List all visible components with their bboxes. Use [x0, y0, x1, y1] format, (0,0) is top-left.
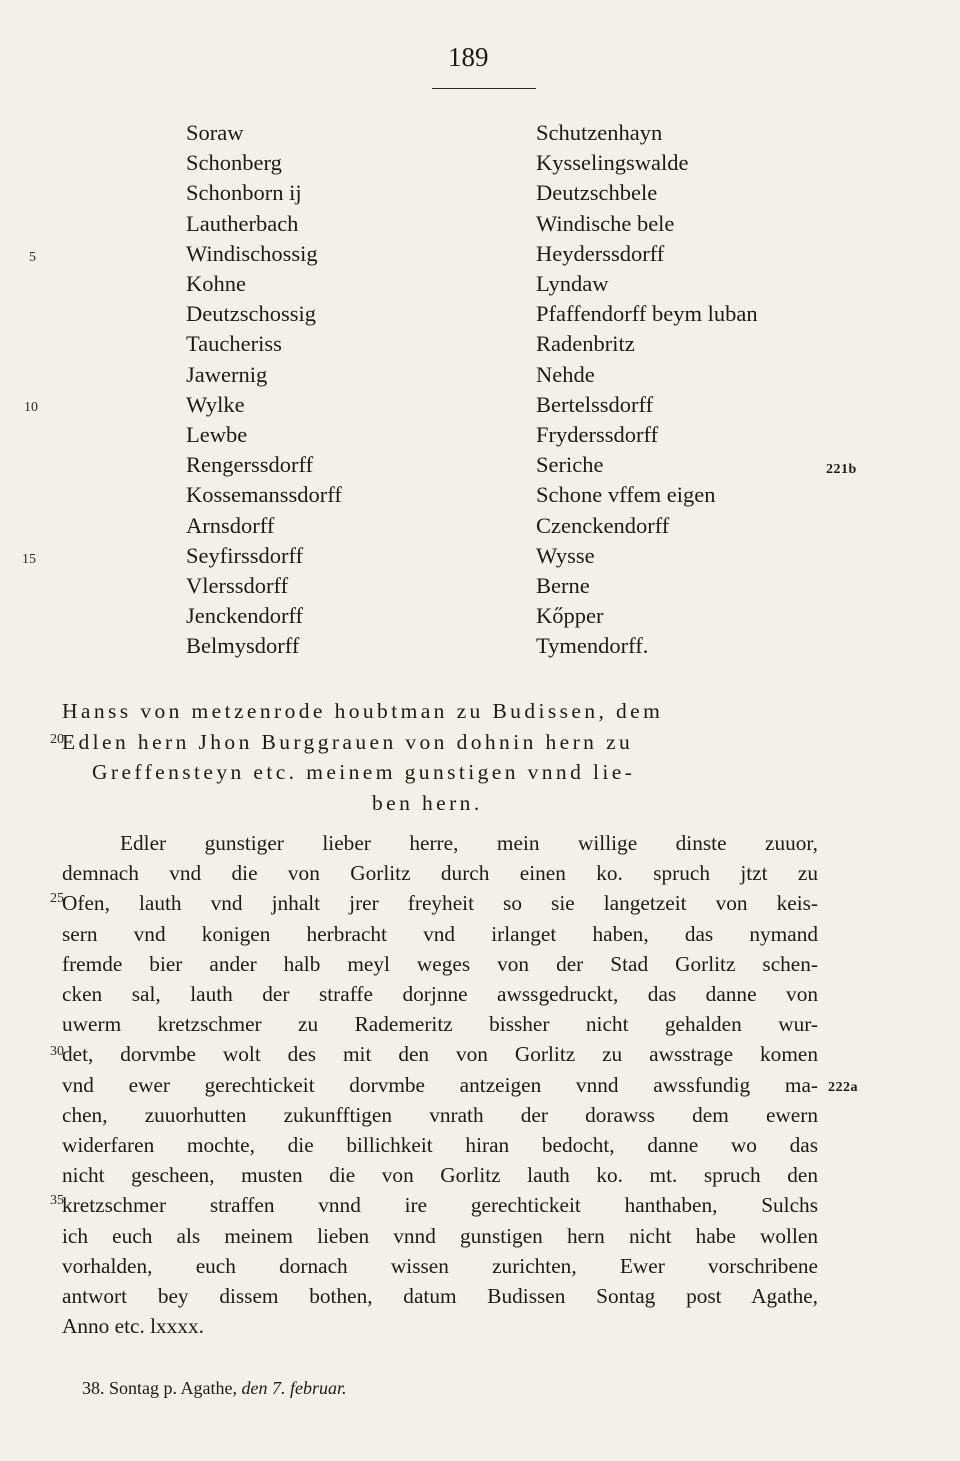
place-name: Kossemanssdorff: [186, 482, 342, 508]
place-name: Czenckendorff: [536, 512, 670, 538]
body-line: chen, zuuorhutten zukunfftigen vnrath der dorawss dem ewern: [62, 1102, 818, 1127]
place-name: Schone vffem eigen: [536, 482, 716, 508]
body-line: vnd ewer gerechtickeit dorvmbe antzeigen vnnd awssfundig ma-: [62, 1072, 818, 1097]
place-name: Belmysdorff: [186, 633, 300, 659]
place-name: Taucheriss: [186, 331, 282, 357]
body-line: nicht gescheen, musten die von Gorlitz lauth ko. mt. spruch den: [62, 1163, 818, 1188]
page-number-rule: [432, 88, 536, 89]
place-name: Vlerssdorff: [186, 573, 289, 599]
place-name: Windischossig: [186, 240, 318, 266]
place-name: Kysselingswalde: [536, 150, 689, 176]
place-name: Schonberg: [186, 150, 282, 176]
body-line: det, dorvmbe wolt des mit den von Gorlitz zu awsstrage komen: [62, 1042, 818, 1067]
footnote-number: 38.: [82, 1378, 105, 1398]
body-line: Edler gunstiger lieber herre, mein willige dinste zuuor,: [120, 831, 818, 855]
letter-address: [62, 696, 822, 818]
address-line: Edlen hern Jhon Burggrauen von dohnin hern zu: [62, 729, 634, 754]
place-name: Seriche: [536, 452, 604, 478]
address-line: Hanss von metzenrode houbtman zu Budissen, dem: [62, 699, 664, 723]
body-line: Ofen, lauth vnd jnhalt jrer freyheit so sie langetzeit von keis-: [62, 891, 818, 916]
body-line: cken sal, lauth der straffe dorjnne awssgedruckt, das danne von: [62, 982, 818, 1007]
line-number: 15: [22, 552, 36, 567]
place-name: Heyderssdorff: [536, 240, 665, 266]
place-name: Tymendorff.: [536, 633, 649, 659]
body-line: sern vnd konigen herbracht vnd irlanget haben, das nymand: [62, 921, 818, 946]
place-name: Seyfirssdorff: [186, 542, 304, 568]
line-number: 35: [50, 1193, 64, 1208]
place-name: Jenckendorff: [186, 603, 304, 629]
address-line: Greffensteyn etc. meinem gunstigen vnnd lie-: [92, 760, 636, 784]
place-name: Lewbe: [186, 422, 248, 448]
body-line: widerfaren mochte, die billichkeit hiran bedocht, danne wo das: [62, 1133, 818, 1158]
place-name: Jawernig: [186, 361, 268, 387]
line-number: 10: [24, 400, 38, 415]
body-line: vorhalden, euch dornach wissen zurichten, Ewer vorschribene: [62, 1253, 818, 1278]
margin-reference: 222a: [828, 1080, 858, 1095]
margin-reference: 221b: [826, 462, 857, 477]
place-name: Arnsdorff: [186, 512, 275, 538]
footnote-text: Sontag p. Agathe,: [109, 1378, 237, 1398]
letter-body: [62, 828, 818, 1341]
place-name: Lautherbach: [186, 210, 299, 236]
place-name: Rengerssdorff: [186, 452, 314, 478]
place-name: Nehde: [536, 361, 595, 387]
place-name: Pfaffendorff beym luban: [536, 301, 758, 327]
place-name: Deutzschbele: [536, 180, 658, 206]
body-line: Anno etc. lxxxx.: [62, 1314, 204, 1339]
place-name: Kohne: [186, 271, 246, 297]
place-name: Wylke: [186, 391, 245, 417]
footnote-date: den 7. februar.: [241, 1378, 347, 1398]
place-name: Wysse: [536, 542, 595, 568]
body-line: kretzschmer straffen vnnd ire gerechtickeit hanthaben, Sulchs: [62, 1193, 818, 1218]
line-number: 5: [29, 250, 36, 265]
line-number: 20: [50, 732, 64, 747]
place-name: Radenbritz: [536, 331, 635, 357]
place-list-right: [536, 118, 758, 662]
place-name: Deutzschossig: [186, 301, 316, 327]
line-number: 30: [50, 1044, 64, 1059]
place-name: Bertelssdorff: [536, 391, 654, 417]
body-line: demnach vnd die von Gorlitz durch einen ko. spruch jtzt zu: [62, 861, 818, 886]
place-name: Lyndaw: [536, 271, 609, 297]
body-line: ich euch als meinem lieben vnnd gunstigen hern nicht habe wollen: [62, 1223, 818, 1248]
place-name: Soraw: [186, 120, 244, 145]
footnote: [82, 1378, 347, 1399]
page-number: 189: [448, 42, 489, 72]
body-line: uwerm kretzschmer zu Rademeritz bissher nicht gehalden wur-: [62, 1012, 818, 1037]
place-name: Schonborn ij: [186, 180, 302, 206]
line-number: 25: [50, 891, 64, 906]
place-name: Schutzenhayn: [536, 120, 663, 145]
address-line: ben hern.: [372, 790, 483, 815]
place-name: Kőpper: [536, 603, 604, 629]
body-line: antwort bey dissem bothen, datum Budissen Sontag post Agathe,: [62, 1284, 818, 1309]
place-name: Fryderssdorff: [536, 422, 659, 448]
body-line: fremde bier ander halb meyl weges von der Stad Gorlitz schen-: [62, 951, 818, 976]
place-list-left: [186, 118, 342, 662]
place-name: Berne: [536, 573, 590, 599]
place-name: Windische bele: [536, 210, 675, 236]
